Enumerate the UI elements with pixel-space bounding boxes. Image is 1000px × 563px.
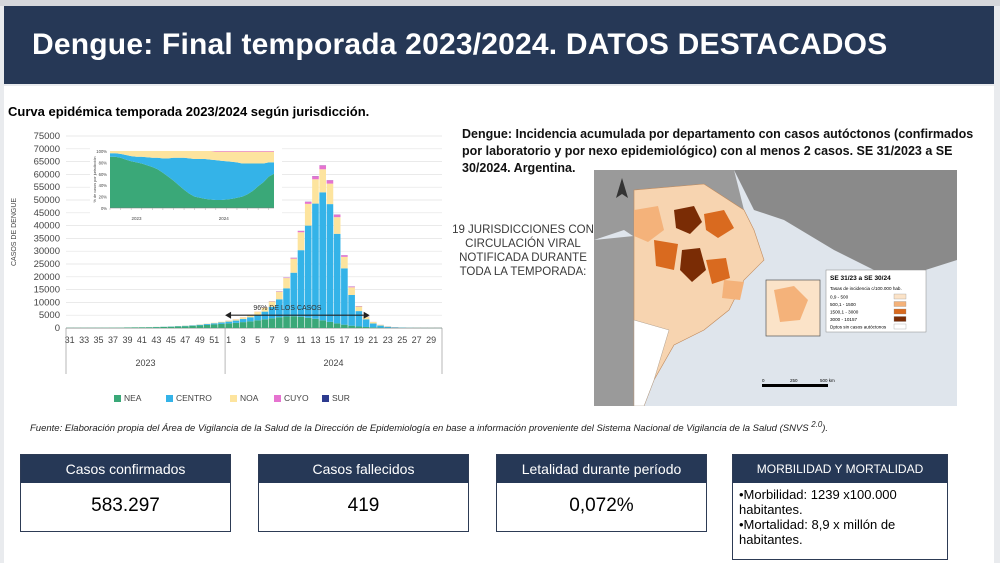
bar-segment-centro [283, 288, 290, 316]
x-tick-label: 9 [284, 335, 290, 345]
bar-segment-nea [363, 327, 370, 328]
x-tick-label: 1 [226, 335, 232, 345]
bar-segment-nea [175, 326, 182, 328]
bar-segment-cuyo [341, 255, 348, 257]
lethality-card [496, 454, 707, 532]
incidence-map [594, 170, 957, 406]
bar-segment-centro [392, 327, 399, 328]
map-legend-swatch [894, 309, 906, 314]
bar-segment-centro [341, 268, 348, 324]
bar-segment-noa [276, 292, 283, 300]
bar-segment-nea [254, 320, 261, 328]
x-tick-label: 5 [255, 335, 261, 345]
inset-year-2024: 2024 [218, 216, 229, 221]
hotspot-central-west [654, 240, 678, 270]
bar-segment-cuyo [290, 258, 297, 259]
bar-segment-nea [182, 326, 189, 328]
bar-segment-cuyo [327, 180, 334, 183]
bar-segment-nea [312, 319, 319, 328]
lethality-value: 0,072% [569, 495, 634, 516]
bar-segment-nea [298, 317, 305, 328]
bar-segment-nea [370, 327, 377, 328]
x-tick-label: 3 [240, 335, 246, 345]
bar-segment-nea [262, 319, 269, 328]
bar-segment-nea [160, 327, 167, 328]
y-tick-label: 25000 [33, 259, 60, 270]
morbimortality-list [733, 483, 947, 547]
deaths-label: Casos fallecidos [259, 455, 468, 483]
x-tick-label: 39 [122, 335, 133, 345]
confirmed-cases-card [20, 454, 231, 532]
legend-label-sur: SUR [332, 393, 350, 403]
page-title: Dengue: Final temporada 2023/2024. DATOS DESTACADOS [32, 28, 888, 61]
x-tick-label: 35 [93, 335, 104, 345]
bar-segment-nea [131, 327, 138, 328]
legend-title: SE 31/23 a SE 30/24 [830, 275, 891, 282]
bar-segment-noa [312, 179, 319, 203]
bar-segment-nea [146, 327, 153, 328]
neighbour-land-west [594, 236, 634, 406]
morbidity-item: •Morbilidad: 1239 x100.000 habitantes. [739, 487, 897, 517]
bar-segment-noa [356, 306, 363, 311]
bar-segment-centro [312, 204, 319, 319]
legend-label-cuyo: CUYO [284, 393, 309, 403]
source-superscript: 2.0 [811, 420, 823, 429]
bar-segment-noa [377, 325, 384, 326]
epidemic-curve-svg [4, 124, 456, 416]
bar-segment-nea [211, 324, 218, 328]
bar-segment-nea [319, 320, 326, 328]
bar-segment-nea [218, 324, 225, 328]
x-tick-label: 13 [310, 335, 321, 345]
x-tick-label: 51 [209, 335, 220, 345]
bar-segment-noa [298, 232, 305, 250]
epidemic-curve-chart [4, 124, 456, 416]
map-legend-swatch [894, 317, 906, 322]
x-tick-label: 17 [339, 335, 350, 345]
bar-segment-centro [363, 319, 370, 327]
y-tick-label: 30000 [33, 246, 60, 258]
year-label-2023: 2023 [135, 358, 156, 368]
y-tick-label: 65000 [33, 156, 60, 168]
bar-segment-noa [305, 204, 312, 226]
bar-segment-nea [290, 316, 297, 328]
bar-segment-nea [168, 327, 175, 328]
map-legend-swatch [894, 324, 906, 329]
y-tick-label: 50000 [33, 195, 60, 206]
map-legend-swatch [894, 302, 906, 307]
bar-segment-centro [225, 322, 232, 324]
x-tick-label: 41 [136, 335, 147, 345]
legend-label-noa: NOA [240, 393, 259, 403]
scale-label-250: 250 [790, 378, 798, 383]
bar-segment-nea [327, 322, 334, 328]
bar-segment-centro [356, 311, 363, 326]
bar-segment-nea [153, 327, 160, 328]
bar-segment-cuyo [305, 202, 312, 204]
source-end: ). [822, 423, 829, 435]
annotation-arrowhead-left [225, 312, 231, 319]
bar-segment-centro [327, 204, 334, 322]
inset-y-tick-label: 40% [98, 183, 107, 189]
header-banner [4, 6, 994, 84]
map-title: Dengue: Incidencia acumulada por departamento con casos autóctonos (confirmados por laboratorio y por nexo epidemiológico) con al menos 2 casos. SE 31/2023 a SE 30/2024. Argentina. [462, 127, 974, 175]
bar-segment-nea [225, 323, 232, 328]
deaths-value: 419 [347, 495, 380, 516]
bar-segment-centro [370, 324, 377, 328]
map-legend-label: 3000 - 10157 [830, 317, 858, 322]
y-tick-label: 0 [54, 323, 60, 334]
confirmed-cases-label: Casos confirmados [21, 455, 230, 483]
bar-segment-noa [370, 322, 377, 324]
bar-segment-noa [240, 317, 247, 319]
bar-segment-cuyo [319, 165, 326, 169]
y-tick-label: 15000 [33, 284, 60, 296]
bar-segment-noa [290, 259, 297, 273]
bar-segment-nea [189, 326, 196, 328]
bar-segment-centro [377, 326, 384, 328]
bar-segment-cuyo [312, 176, 319, 179]
bar-segment-noa [233, 319, 240, 320]
bar-segment-centro [211, 323, 218, 324]
y-tick-label: 40000 [33, 220, 60, 232]
bar-segment-centro [247, 317, 254, 321]
y-tick-label: 75000 [33, 131, 60, 142]
bar-segment-centro [348, 295, 355, 326]
source-text: Fuente: Elaboración propia del Área de Vigilancia de la Salud de la Dirección de Epidemiología en base a información proveniente del Sistema Nacional de Vigilancia de la Salud (SNVS [30, 423, 812, 435]
bar-segment-noa [218, 322, 225, 323]
lethality-label: Letalidad durante período [497, 455, 706, 483]
x-tick-label: 11 [296, 335, 306, 345]
bar-segment-cuyo [334, 215, 341, 218]
bar-segment-noa [225, 321, 232, 322]
legend-swatch-noa [230, 395, 237, 402]
bar-segment-centro [319, 192, 326, 320]
x-tick-label: 7 [269, 335, 275, 345]
bar-segment-noa [319, 169, 326, 192]
legend-swatch-nea [114, 395, 121, 402]
x-tick-label: 43 [151, 335, 162, 345]
bar-segment-nea [356, 326, 363, 328]
annotation-label: 96% DE LOS CASOS [253, 305, 322, 313]
x-tick-label: 23 [382, 335, 393, 345]
mortality-item: •Mortalidad: 8,9 x millón de habitantes. [739, 517, 896, 547]
bar-segment-centro [305, 226, 312, 318]
bar-segment-centro [233, 321, 240, 323]
bar-segment-centro [189, 325, 196, 326]
deaths-card [258, 454, 469, 532]
bar-segment-noa [334, 217, 341, 234]
x-tick-label: 37 [107, 335, 119, 345]
incidence-map-svg [594, 170, 957, 406]
x-tick-label: 47 [180, 335, 191, 345]
inset-y-tick-label: 80% [98, 160, 107, 166]
y-tick-label: 70000 [33, 143, 60, 155]
x-tick-label: 45 [165, 335, 176, 345]
y-tick-label: 55000 [33, 182, 60, 194]
bar-segment-nea [204, 325, 211, 328]
morbimortality-label: MORBILIDAD Y MORTALIDAD [733, 455, 947, 483]
source-note [30, 420, 990, 434]
bar-segment-nea [240, 322, 247, 328]
jurisdictions-note: 19 JURISDICCIONES CON CIRCULACIÓN VIRAL NOTIFICADA DURANTE TODA LA TEMPORADA: [452, 224, 594, 278]
bar-segment-centro [240, 319, 247, 322]
year-label-2024: 2024 [323, 358, 344, 368]
bar-segment-nea [196, 325, 203, 328]
legend-swatch-cuyo [274, 395, 281, 402]
bar-segment-cuyo [348, 287, 355, 288]
x-tick-label: 33 [79, 335, 90, 345]
confirmed-cases-value: 583.297 [91, 495, 160, 516]
bar-segment-noa [327, 184, 334, 204]
bar-segment-noa [211, 323, 218, 324]
inset-y-axis-label: % de casos por jurisdicción [93, 156, 97, 203]
bar-segment-noa [341, 257, 348, 269]
inset-y-tick-label: 20% [98, 194, 107, 200]
bar-segment-cuyo [283, 278, 290, 279]
bar-segment-centro [218, 322, 225, 323]
map-legend-label: 500,1 - 1500 [830, 302, 856, 307]
x-tick-label: 15 [324, 335, 335, 345]
map-legend-label: 1500,1 - 3000 [830, 309, 859, 315]
y-axis-label: CASOS DE DENGUE [11, 197, 18, 267]
bar-segment-cuyo [298, 231, 305, 232]
scale-label-500: 500 km [820, 378, 835, 383]
y-tick-label: 5000 [38, 310, 60, 322]
y-tick-label: 10000 [33, 297, 60, 309]
bar-segment-nea [305, 318, 312, 328]
bar-segment-nea [341, 325, 348, 328]
chart-title: Curva epidémica temporada 2023/2024 según jurisdicción. [8, 104, 370, 119]
x-tick-label: 49 [194, 335, 205, 345]
legend-label-nea: NEA [124, 393, 142, 403]
map-legend-swatch [894, 294, 906, 299]
y-tick-label: 20000 [33, 271, 60, 283]
legend-label-centro: CENTRO [176, 393, 212, 403]
x-tick-label: 19 [353, 335, 364, 345]
x-tick-label: 25 [397, 335, 408, 345]
x-tick-label: 31 [64, 335, 75, 345]
bar-segment-nea [348, 326, 355, 328]
inset-y-tick-label: 100% [96, 149, 107, 154]
x-tick-label: 27 [411, 335, 422, 345]
bar-segment-nea [283, 316, 290, 328]
map-legend-label: 0,9 - 500 [830, 294, 849, 300]
inset-y-tick-label: 0% [100, 206, 107, 211]
legend-swatch-sur [322, 395, 329, 402]
legend-subtitle: Tasas de incidencia c/100.000 hab. [830, 286, 902, 291]
inset-year-2023: 2023 [131, 216, 142, 221]
bar-segment-centro [334, 234, 341, 324]
bar-segment-nea [334, 323, 341, 328]
inset-y-tick-label: 60% [98, 171, 107, 177]
bar-segment-noa [283, 278, 290, 288]
y-tick-label: 35000 [33, 233, 60, 245]
legend-swatch-centro [166, 395, 173, 402]
map-legend-label: Dptos sin casos autóctonos [830, 324, 887, 330]
morbimortality-card [732, 454, 948, 560]
bar-segment-nea [276, 317, 283, 328]
y-tick-label: 60000 [33, 169, 60, 181]
y-tick-label: 45000 [33, 207, 60, 219]
scale-label-0: 0 [762, 378, 765, 383]
bar-segment-nea [139, 327, 146, 328]
x-tick-label: 21 [368, 335, 379, 345]
bar-segment-nea [269, 318, 276, 328]
bar-segment-centro [204, 324, 211, 325]
bar-segment-nea [233, 323, 240, 328]
bar-segment-centro [384, 327, 391, 328]
bar-segment-nea [247, 321, 254, 328]
bar-segment-centro [196, 325, 203, 326]
x-tick-label: 29 [426, 335, 437, 345]
scale-bar [762, 384, 828, 387]
bar-segment-noa [348, 287, 355, 295]
